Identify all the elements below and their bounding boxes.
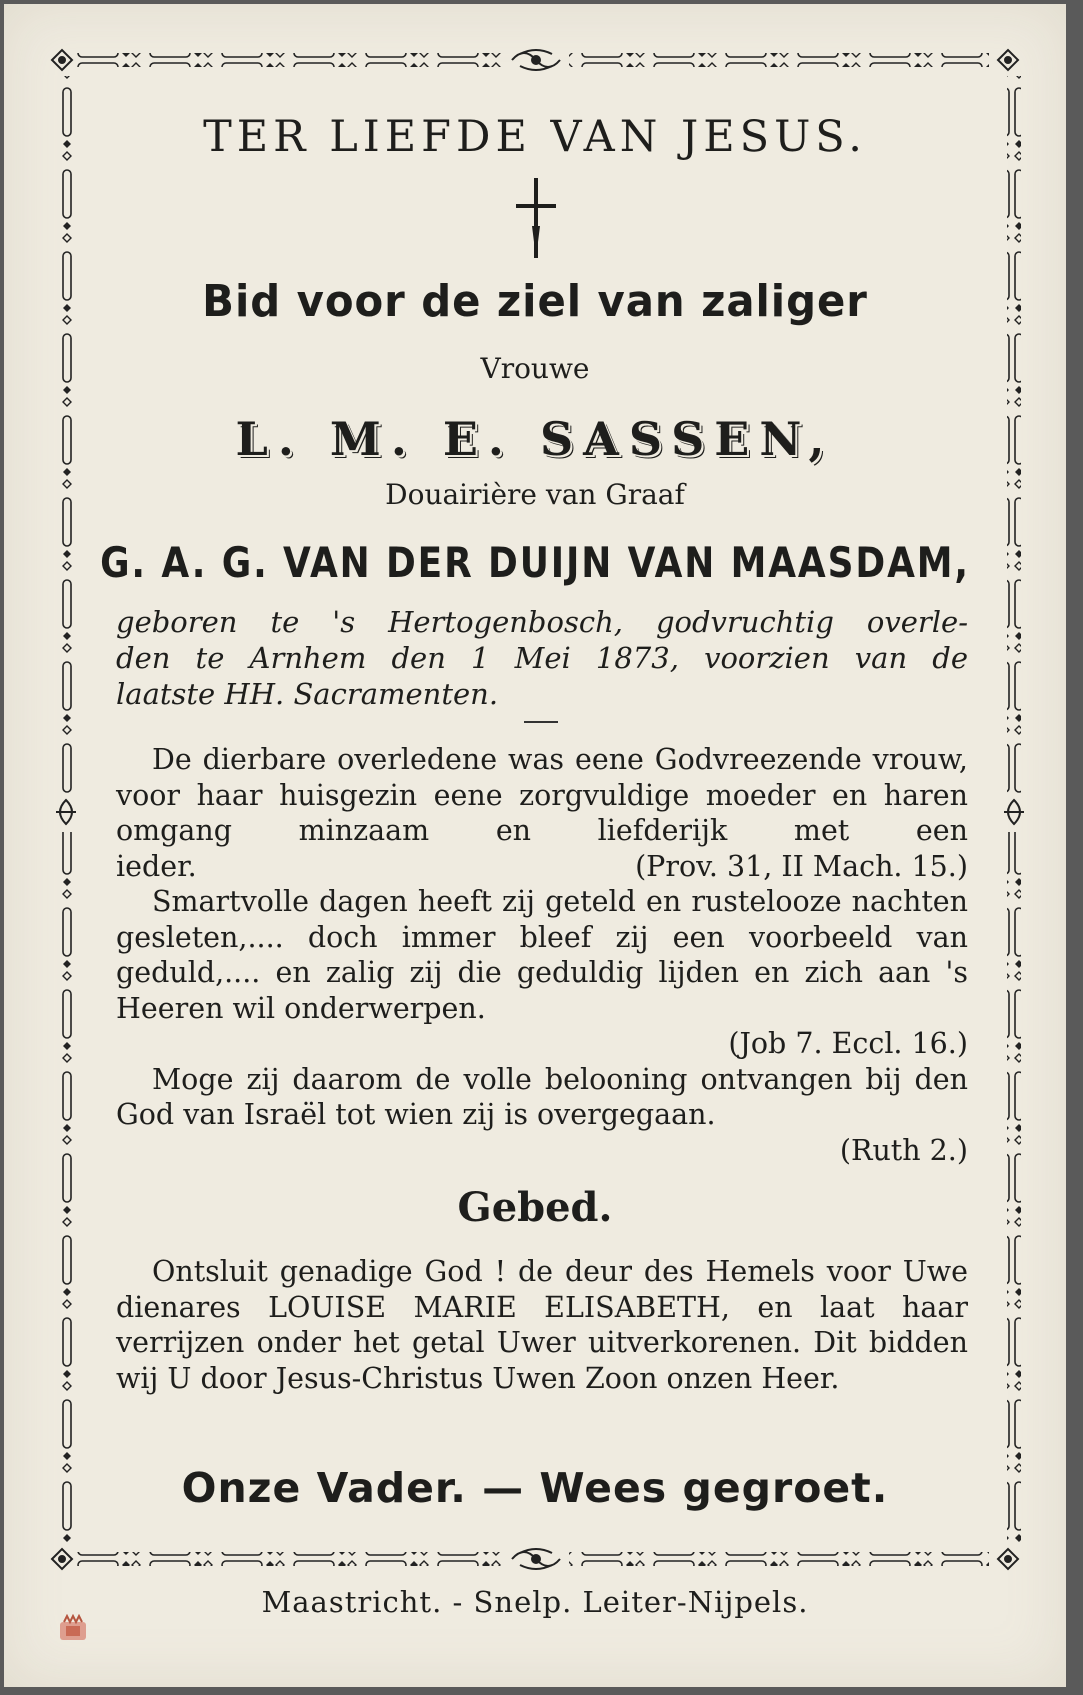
reference-3: (Ruth 2.)	[839, 1133, 968, 1167]
birth-death-text	[116, 604, 968, 712]
husband-name: G. A. G. VAN DER DUIJN VAN MAASDAM,	[100, 538, 970, 587]
printer-imprint: Maastricht. - Snelp. Leiter-Nijpels.	[261, 1585, 809, 1619]
birth-death-line: laatste HH. Sacramenten.	[116, 677, 499, 711]
paragraph-2: Smartvolle dagen heeft zij geteld en rustelooze nachten gesleten,.... doch immer bleef zij een voorbeeld van geduld,.... en zalig zij die geduldig lijden en zich aan 's Heeren wil onderwerpen.	[116, 885, 968, 1025]
birth-death-line: geboren te 's Hertogenbosch, godvruchtig overle-	[116, 605, 968, 639]
deceased-name: L. M. E. SASSEN,	[235, 412, 835, 466]
separator-dash	[524, 721, 558, 723]
prayer-paragraph: Ontsluit genadige God ! de deur des Hemels voor Uwe dienares LOUISE MARIE ELISABETH, en laat haar verrijzen onder het getal Uwer uitverkorenen. Dit bidden wij U door Jesus-Christus Uwen Zoon onzen Heer.	[116, 1255, 968, 1395]
memorial-text	[116, 742, 968, 1168]
card-heading: TER LIEFDE VAN JESUS.	[203, 112, 867, 162]
paragraph-1-last: ieder.	[116, 849, 197, 883]
coat-of-arms-stamp	[56, 1614, 90, 1644]
title-vrouwe: Vrouwe	[480, 352, 590, 385]
paragraph-1: De dierbare overledene was eene Godvreezende vrouw, voor haar huisgezin eene zorgvuldige moeder en haren omgang minzaam en liefderijk met een	[116, 743, 968, 847]
prayer-heading: Gebed.	[457, 1184, 613, 1231]
birth-death-line: den te Arnhem den 1 Mei 1873, voorzien van de	[116, 641, 968, 675]
paragraph-1-end	[116, 849, 968, 885]
memorial-card	[4, 4, 1066, 1687]
cross-icon	[514, 176, 558, 262]
reference-2: (Job 7. Eccl. 16.)	[728, 1027, 968, 1060]
paragraph-3: Moge zij daarom de volle belooning ontvangen bij den God van Israël tot wien zij is overgegaan.	[116, 1062, 968, 1131]
prayer-text	[116, 1254, 968, 1396]
closing-prayers: Onze Vader. — Wees gegroet.	[181, 1464, 889, 1512]
relation-text: Douairière van Graaf	[385, 478, 685, 511]
prayer-intro: Bid voor de ziel van zaliger	[202, 276, 868, 327]
reference-1: (Prov. 31, II Mach. 15.)	[635, 849, 968, 883]
